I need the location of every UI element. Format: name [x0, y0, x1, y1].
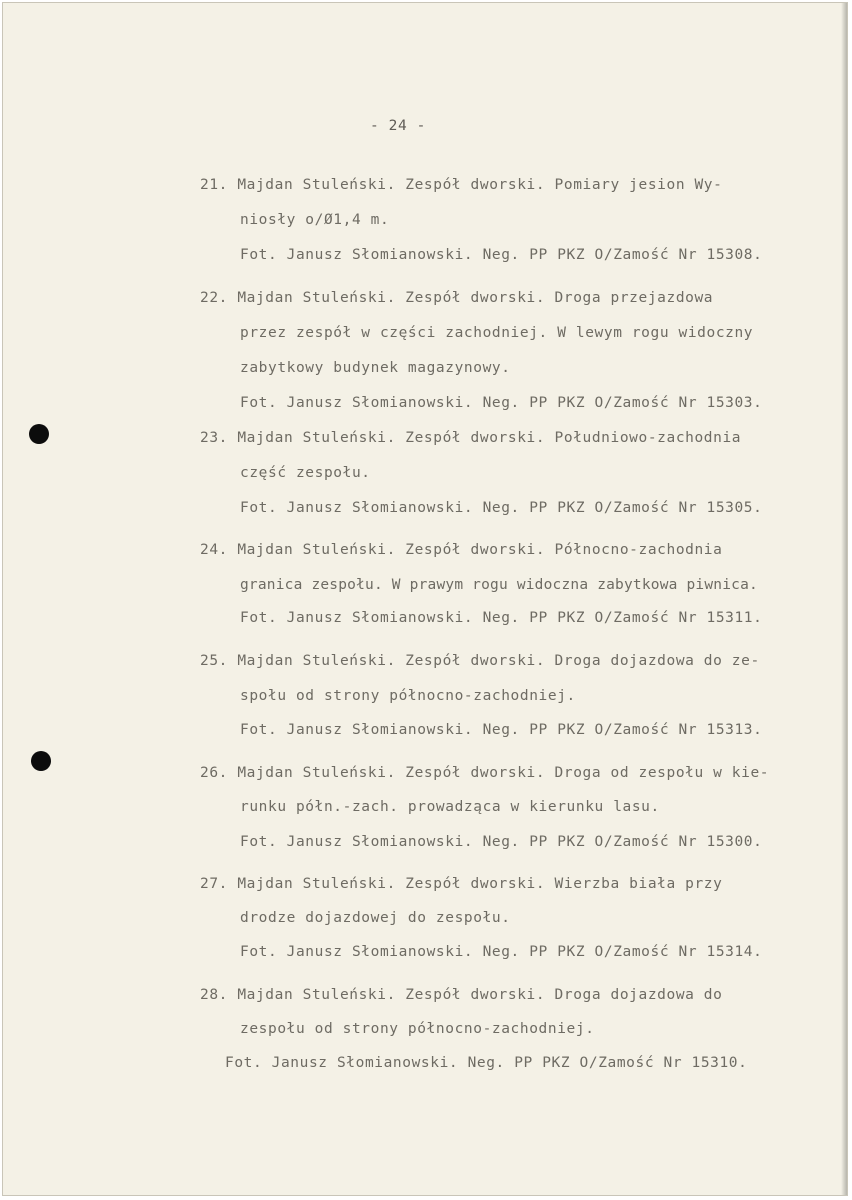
- entry-23-photo-credit: Fot. Janusz Słomianowski. Neg. PP PKZ O/Zamość Nr 15305.: [240, 500, 763, 516]
- entry-28-line-1: 28. Majdan Stuleński. Zespół dworski. Droga dojazdowa do: [200, 987, 723, 1003]
- entry-22-line-2: przez zespół w części zachodniej. W lewym rogu widoczny: [240, 325, 754, 341]
- entry-26-line-1: 26. Majdan Stuleński. Zespół dworski. Droga od zespołu w kie-: [200, 765, 770, 781]
- entry-24-line-2: granica zespołu. W prawym rogu widoczna zabytkowa piwnica.: [240, 577, 758, 593]
- entry-21-line-2: niosły o/Ø1,4 m.: [240, 212, 390, 228]
- entry-27-photo-credit: Fot. Janusz Słomianowski. Neg. PP PKZ O/Zamość Nr 15314.: [240, 944, 763, 960]
- entry-23-line-2: część zespołu.: [240, 465, 371, 481]
- page-edge-shadow: [841, 3, 847, 1195]
- punch-hole-top: [29, 424, 49, 444]
- entry-28-photo-credit: Fot. Janusz Słomianowski. Neg. PP PKZ O/Zamość Nr 15310.: [225, 1055, 748, 1071]
- entry-21-photo-credit: Fot. Janusz Słomianowski. Neg. PP PKZ O/Zamość Nr 15308.: [240, 247, 763, 263]
- entry-22-photo-credit: Fot. Janusz Słomianowski. Neg. PP PKZ O/Zamość Nr 15303.: [240, 395, 763, 411]
- page-number: - 24 -: [370, 118, 426, 134]
- entry-28-line-2: zespołu od strony północno-zachodniej.: [240, 1021, 595, 1037]
- entry-24-photo-credit: Fot. Janusz Słomianowski. Neg. PP PKZ O/Zamość Nr 15311.: [240, 610, 763, 626]
- entry-25-photo-credit: Fot. Janusz Słomianowski. Neg. PP PKZ O/Zamość Nr 15313.: [240, 722, 763, 738]
- entry-26-line-2: runku półn.-zach. prowadząca w kierunku lasu.: [240, 799, 660, 815]
- entry-22-line-1: 22. Majdan Stuleński. Zespół dworski. Droga przejazdowa: [200, 290, 714, 306]
- entry-27-line-2: drodze dojazdowej do zespołu.: [240, 910, 511, 926]
- entry-22-line-3: zabytkowy budynek magazynowy.: [240, 360, 511, 376]
- punch-hole-bottom: [31, 751, 51, 771]
- entry-27-line-1: 27. Majdan Stuleński. Zespół dworski. Wierzba biała przy: [200, 876, 723, 892]
- entry-26-photo-credit: Fot. Janusz Słomianowski. Neg. PP PKZ O/Zamość Nr 15300.: [240, 834, 763, 850]
- entry-25-line-1: 25. Majdan Stuleński. Zespół dworski. Droga dojazdowa do ze-: [200, 653, 760, 669]
- entry-21-line-1: 21. Majdan Stuleński. Zespół dworski. Pomiary jesion Wy-: [200, 177, 723, 193]
- entry-25-line-2: społu od strony północno-zachodniej.: [240, 688, 576, 704]
- entry-23-line-1: 23. Majdan Stuleński. Zespół dworski. Południowo-zachodnia: [200, 430, 742, 446]
- entry-24-line-1: 24. Majdan Stuleński. Zespół dworski. Północno-zachodnia: [200, 542, 723, 558]
